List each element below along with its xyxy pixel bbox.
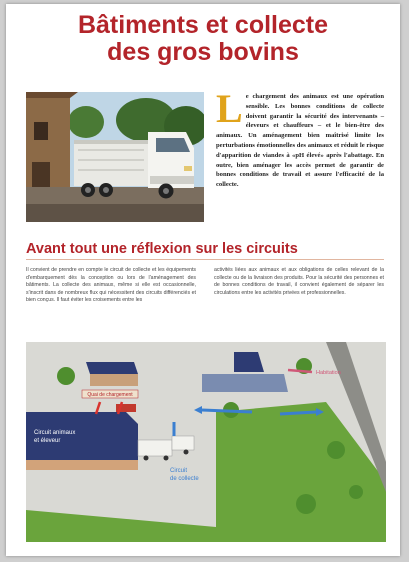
label-circuit-collecte: Circuit	[170, 468, 188, 474]
truck-photo-illustration	[26, 92, 204, 222]
document-page	[6, 4, 400, 556]
label-circuit-animaux-line2: et éleveur	[34, 438, 61, 444]
farm-circuit-diagram	[26, 342, 386, 542]
label-circuit-collecte-line2: de collecte	[170, 476, 199, 482]
intro-paragraph	[216, 86, 384, 190]
body-column-left: Il convient de prendre en compte le circuit de collecte et les équipements d'embarquement dès la conception ou lors de l'aménagement des bâtiments. La collecte des animaux, même si elle est occasionnelle, s'inscrit dans de nombreux flux qui nécessitent des circuits différenciés et bien conçus. Il faut éviter les croisements entre les	[26, 267, 196, 304]
label-circuit-animaux: Circuit animaux	[34, 430, 76, 436]
page-title	[6, 12, 400, 66]
body-column-right: activités liées aux animaux et aux obligations de celles relevant de la collecte ou de la livraison des produits. Pour la sécurité des personnes et de bonnes conditions de travail, il convient également de séparer les circulations entre les activités privées et professionnelles.	[214, 267, 384, 296]
page-title-line-1: Bâtiments et collecte	[77, 11, 329, 39]
page-title-line-2: des gros bovins	[107, 38, 299, 66]
section-heading: Avant tout une réflexion sur les circuits	[26, 241, 298, 257]
intro-text: e chargement des animaux est une opération sensible. Les bonnes conditions de collecte doivent garantir la sécurité des intervenants – éleveurs et chauffeurs – et le bien-être des animaux. Un aménagement bien maîtrisé limite les perturbations émotionnelles des animaux et réduit le risque d'apparition de viandes à «pH élevé» après l'abattage. En outre, bien aménager les accès permet de garantir de bonnes conditions de travail et assure l'efficacité de la collecte.	[216, 93, 384, 189]
section-divider	[26, 259, 384, 260]
intro-dropcap: L	[216, 86, 243, 131]
farm-circuit-illustration	[26, 342, 386, 542]
label-habitation: Habitation	[316, 370, 341, 376]
label-quai: Quai de chargement	[87, 392, 133, 398]
truck-photo	[26, 92, 204, 222]
